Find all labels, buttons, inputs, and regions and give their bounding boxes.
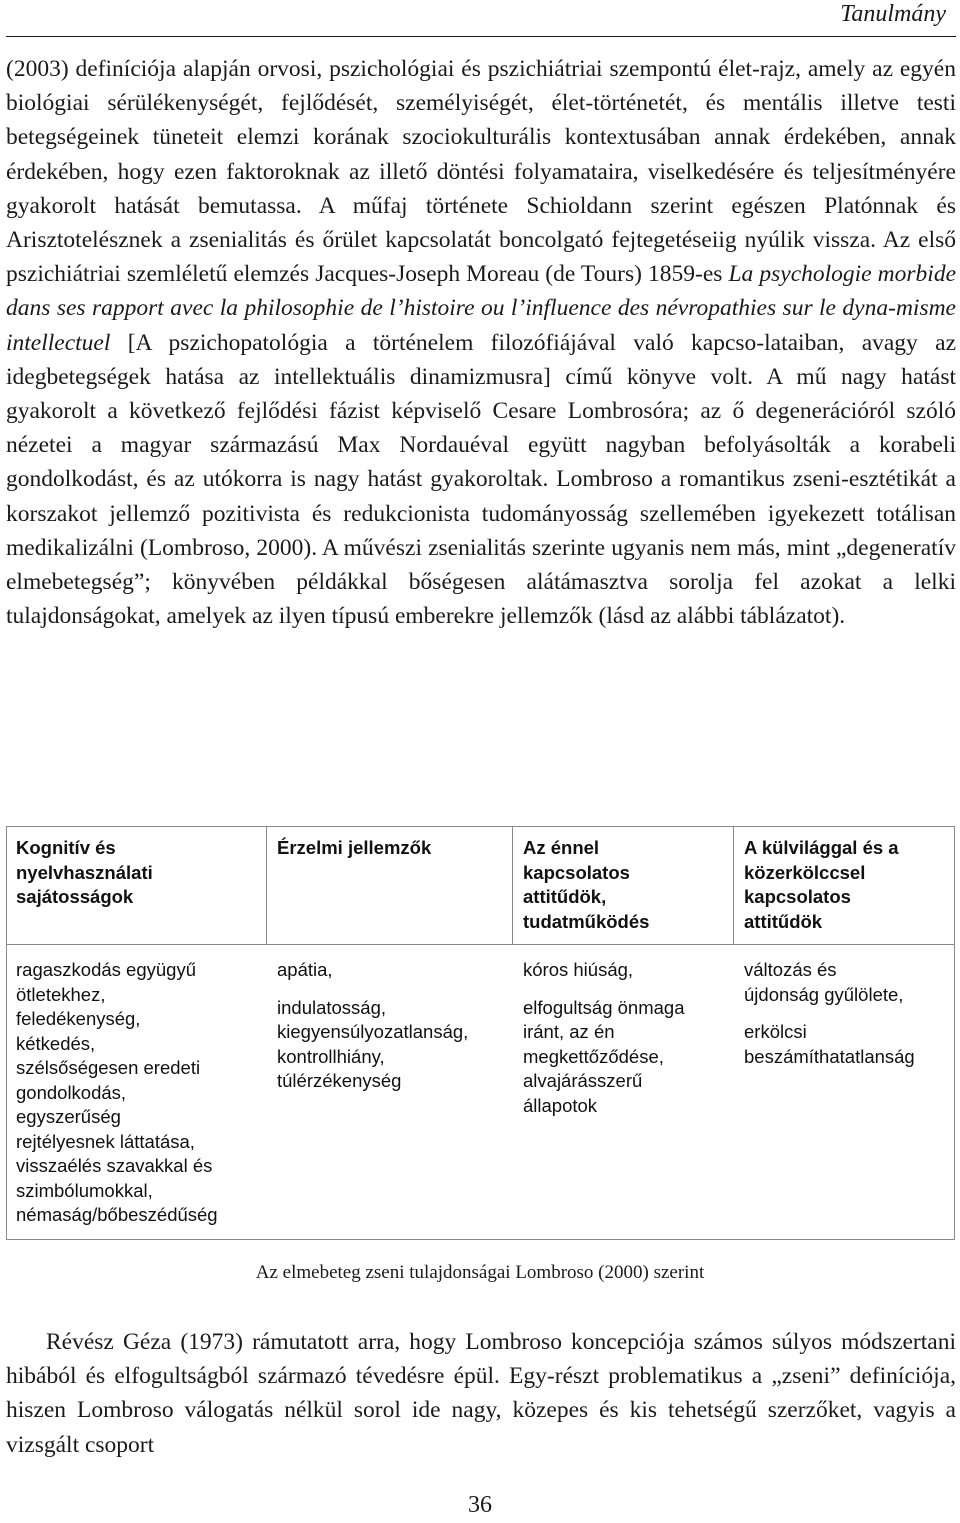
header-line: tudatműködés [523, 910, 650, 932]
paragraph-text: (2003) definíciója alapján orvosi, pszichológiai és pszichiátriai szempontú élet-rajz, amely az egyén biológiai sérülékenységét, fejlődését, személyiségét, élet-történetét, és mentális illetve testi betegségeinek tüneteit elemzi korának szociokulturális kontextusában annak érdekében, annak érdekében, hogy ezen faktoroknak az illető döntési folyamataira, viselkedésére és teljesítményére gyakorolt hatását bemutassa. A műfaj története Schioldann szerint egészen Platónnak és Arisztotelésznek a zsenialitás és őrület kapcsolatát boncolgató fejtegetéseiig nyúlik vissza. Az első pszichiátriai szemléletű elemzés Jacques-Joseph Moreau (de Tours) 1859-es [6, 56, 956, 288]
running-head: Tanulmány [840, 1, 946, 27]
column-divider [733, 827, 734, 944]
trait-line: megkettőződése, [523, 1045, 664, 1067]
book-title: La psychologie morbide dans ses rapport avec la philosophie de l’histoire ou l’influence des névropathies sur le dyna-misme intellectuel [6, 261, 957, 356]
header-line: Az énnel [523, 837, 600, 858]
trait-line: kontrollhiány, [277, 1045, 385, 1067]
trait-line: kétkedés, [16, 1032, 96, 1054]
trait-line: apátia, [277, 959, 333, 980]
trait-line: beszámíthatatlanság [744, 1045, 915, 1067]
column-divider [266, 827, 267, 944]
header-line: kapcsolatos [523, 861, 630, 883]
header-line: attitűdök, [523, 886, 607, 907]
group-gap [744, 1007, 915, 1020]
trait-line: gondolkodás, [16, 1081, 127, 1103]
paragraph-text: [A pszichopatológia a történelem filozófiájával való kapcso-lataiban, avagy az idegbetegségek hatása az intellektuális dinamizmusra] című könyve volt. A mű nagy hatást gyakorolt a következő fejlődési fázist képviselő Cesare Lombrosóra; az ő degenerációról szóló nézetei a magyar származású Max Nordauéval együtt nagyban befolyásolták a korabeli gondolkodást, és az utókorra is nagy hatást gyakoroltak. Lombroso a romantikus zseni-esztétikát a korszakot jellemző pozitivista és redukcionista tudományosság szellemében igyekezett totálisan medikalizálni (Lombroso, 2000). A művészi zsenialitás szerinte ugyanis nem más, mint „degeneratív elmebetegség”; könyvében példákkal bőségesen alátámasztva sorolja fel azokat a lelki tulajdonságokat, amelyek az ilyen típusú emberekre jellemzők (lásd az alábbi táblázatot). [6, 329, 956, 630]
header-divider [7, 944, 954, 945]
header-line: attitűdök [744, 910, 823, 932]
trait-line: ötletekhez, [16, 983, 106, 1005]
trait-line: kiegyensúlyozatlanság, [277, 1021, 469, 1042]
cell-emotional-traits [277, 958, 468, 1094]
header-line: kapcsolatos [744, 886, 851, 907]
trait-line: kóros hiúság, [523, 959, 634, 980]
group-gap [277, 983, 468, 996]
trait-line: elfogultság önmaga [523, 996, 685, 1018]
cell-outer-world-traits [744, 958, 915, 1069]
trait-line: némaság/bőbeszédűség [16, 1204, 218, 1225]
cell-cognitive-traits [16, 958, 218, 1228]
trait-line: erkölcsi [744, 1021, 807, 1042]
header-line: A külvilággal és a [744, 837, 899, 858]
column-divider [512, 827, 513, 944]
body-paragraph: Révész Géza (1973) rámutatott arra, hogy Lombroso koncepciója számos súlyos módszertani hibából és elfogultságból származó tévedésre épül. Egy-részt problematikus a „zseni” definíciója, hiszen Lombroso válogatás nélkül sorol ide nagy, közepes és kis tehetségű szerzőket, vagyis a vizsgált csoport [6, 1329, 956, 1458]
column-header-self [523, 836, 649, 934]
page-number: 36 [468, 1492, 492, 1518]
trait-line: feledékenység, [16, 1008, 141, 1029]
body-paragraph [6, 52, 956, 633]
column-header-emotional [277, 836, 431, 861]
trait-line: alvajárásszerű [523, 1070, 643, 1091]
trait-line: ragaszkodás együgyű [16, 959, 196, 980]
trait-line: túlérzékenység [277, 1070, 402, 1091]
trait-line: egyszerűség [16, 1106, 121, 1127]
cell-self-traits [523, 958, 684, 1118]
header-line: Érzelmi jellemzők [277, 837, 432, 858]
trait-line: visszaélés szavakkal és [16, 1155, 213, 1176]
group-gap [523, 983, 684, 996]
header-rule [6, 36, 956, 37]
column-header-cognitive [16, 836, 153, 910]
traits-table [6, 826, 955, 1240]
header-line: nyelvhasználati [16, 861, 153, 883]
table-caption: Az elmebeteg zseni tulajdonságai Lombroso (2000) szerint [255, 1262, 705, 1283]
header-line: Kognitív és [16, 837, 116, 858]
trait-line: szélsőségesen eredeti [16, 1057, 201, 1078]
column-header-outer-world [744, 836, 899, 934]
trait-line: szimbólumokkal, [16, 1179, 153, 1201]
trait-line: indulatosság, [277, 996, 387, 1018]
trait-line: rejtélyesnek láttatása, [16, 1130, 195, 1152]
trait-line: állapotok [523, 1094, 598, 1116]
trait-line: újdonság gyűlölete, [744, 983, 904, 1005]
trait-line: változás és [744, 959, 837, 980]
header-line: sajátosságok [16, 886, 134, 907]
header-line: közerkölccsel [744, 861, 866, 883]
trait-line: iránt, az én [523, 1021, 615, 1042]
